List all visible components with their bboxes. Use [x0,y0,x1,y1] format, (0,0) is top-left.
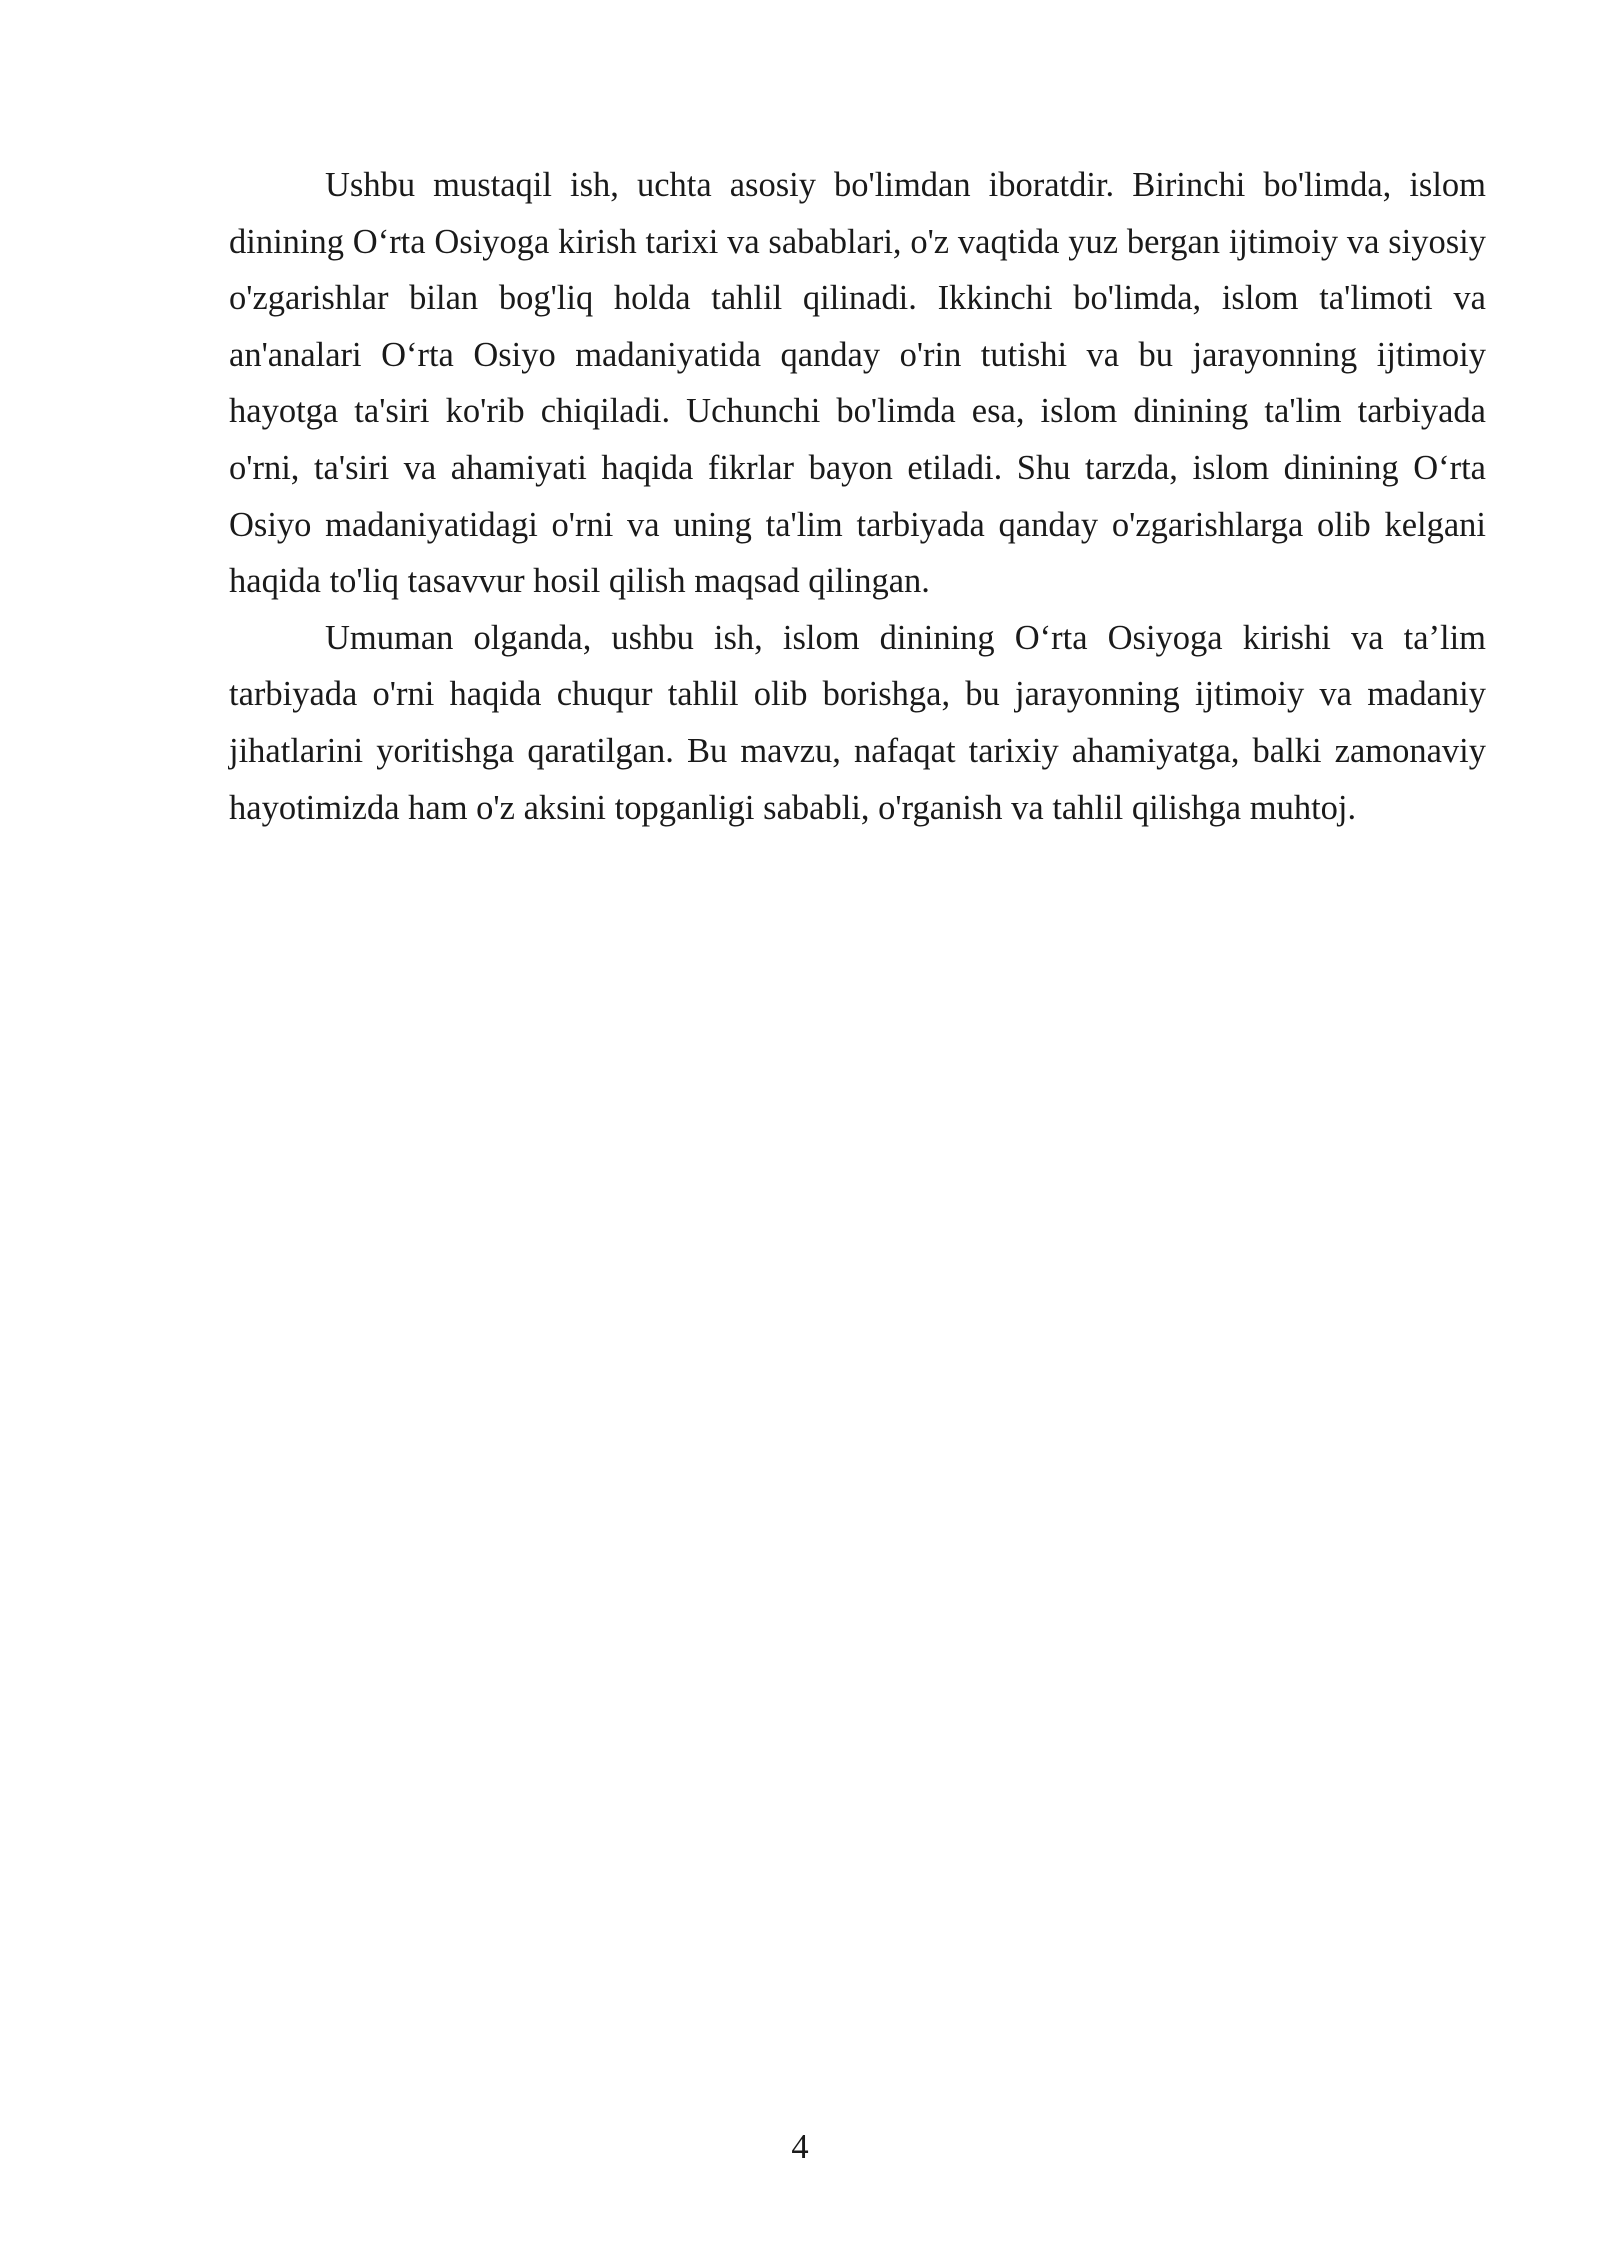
paragraph-2: Umuman olganda, ushbu ish, islom dinining O‘rta Osiyoga kirishi va ta’lim tarbiyada o'rni haqida chuqur tahlil olib borishga, bu jarayonning ijtimoiy va madaniy jihatlarini yoritishga qaratilgan. Bu mavzu, nafaqat tarixiy ahamiyatga, balki zamonaviy hayotimizda ham o'z aksini topganligi sababli, o'rganish va tahlil qilishga muhtoj. [229,618,1486,827]
page-number: 4 [791,2128,809,2166]
paragraph-1: Ushbu mustaqil ish, uchta asosiy bo'limdan iboratdir. Birinchi bo'limda, islom dinining O‘rta Osiyoga kirish tarixi va sabablari, o'z vaqtida yuz bergan ijtimoiy va siyosiy o'zgarishlar bilan bog'liq holda tahlil qilinadi. Ikkinchi bo'limda, islom ta'limoti va an'analari O‘rta Osiyo madaniyatida qanday o'rin tutishi va bu jarayonning ijtimoiy hayotga ta'siri ko'rib chiqiladi. Uchunchi bo'limda esa, islom dinining ta'lim tarbiyada o'rni, ta'siri va ahamiyati haqida fikrlar bayon etiladi. Shu tarzda, islom dinining O‘rta Osiyo madaniyatidagi o'rni va uning ta'lim tarbiyada qanday o'zgarishlarga olib kelgani haqida to'liq tasavvur hosil qilish maqsad qilingan. [229,166,1486,601]
body-text [229,157,1486,836]
